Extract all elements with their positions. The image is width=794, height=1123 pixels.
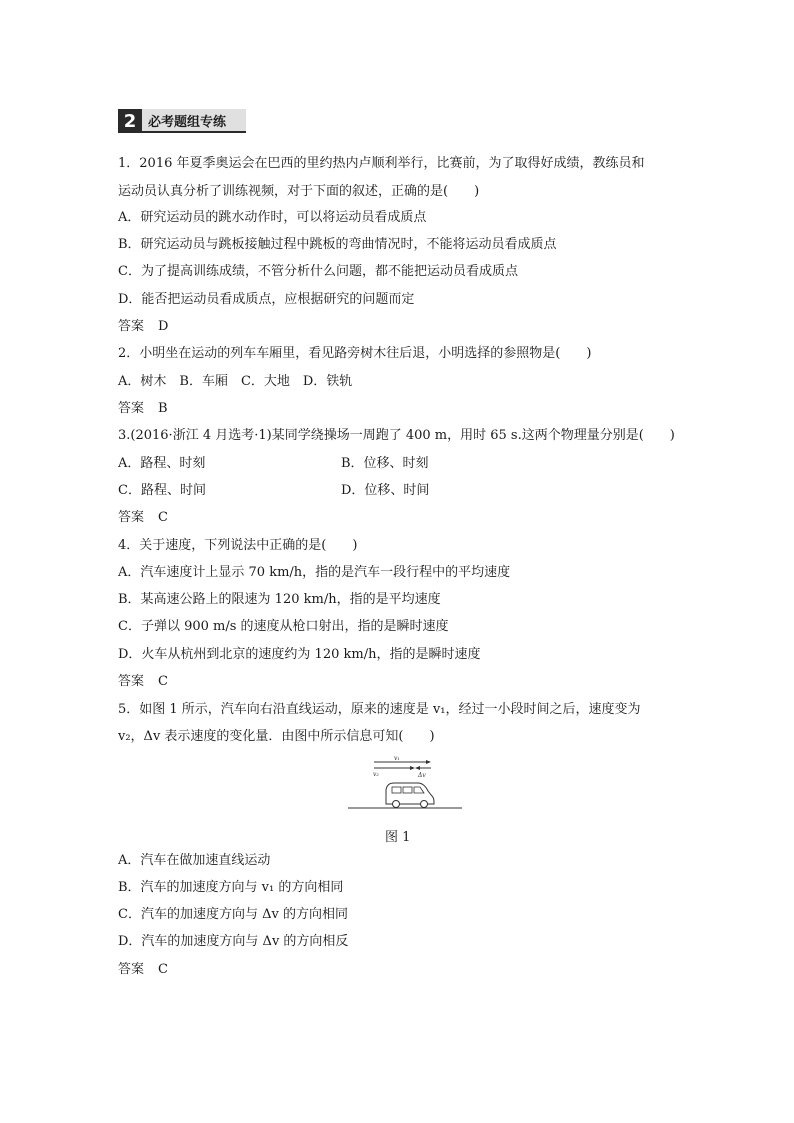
answer-value: C — [158, 674, 168, 689]
q1-stem-line2: 运动员认真分析了训练视频，对于下面的叙述，正确的是( ) — [118, 184, 480, 199]
answer-value: C — [158, 510, 168, 525]
q1-option-b: B．研究运动员与跳板接触过程中跳板的弯曲情况时，不能将运动员看成质点 — [118, 237, 557, 252]
q3-option-c: C．路程、时间 — [118, 483, 206, 498]
q4-option-d: D．火车从杭州到北京的速度约为 120 km/h，指的是瞬时速度 — [118, 647, 481, 662]
answer-label: 答案 — [118, 962, 145, 977]
car-velocity-figure — [340, 754, 470, 814]
q3-stem: 3.(2016·浙江 4 月选考·1)某同学绕操场一周跑了 400 m，用时 65 s.这两个物理量分别是( ) — [118, 428, 675, 443]
q5-option-d: D．汽车的加速度方向与 Δv 的方向相反 — [118, 934, 349, 949]
q1-stem-line1: 1．2016 年夏季奥运会在巴西的里约热内卢顺利举行，比赛前，为了取得好成绩，教练员和 — [118, 156, 645, 171]
q5-option-c: C．汽车的加速度方向与 Δv 的方向相同 — [118, 907, 348, 922]
figure-caption: 图 1 — [385, 830, 411, 845]
answer-value: B — [158, 401, 168, 416]
q4-option-b: B．某高速公路上的限速为 120 km/h，指的是平均速度 — [118, 592, 441, 607]
car-wheel-rear — [393, 801, 400, 808]
q5-stem-line2: v₂，Δv 表示速度的变化量．由图中所示信息可知( ) — [118, 729, 435, 744]
q4-option-c: C．子弹以 900 m/s 的速度从枪口射出，指的是瞬时速度 — [118, 619, 449, 634]
v2-label: v₂ — [373, 771, 379, 778]
v2-arrowhead — [410, 766, 415, 770]
v1-label: v₁ — [394, 755, 400, 762]
section-number: 2 — [118, 109, 142, 133]
answer-value: C — [158, 962, 168, 977]
q3-option-a: A．路程、时刻 — [118, 456, 206, 471]
car-body — [386, 783, 434, 804]
answer-label: 答案 — [118, 674, 145, 689]
q1-answer — [118, 319, 168, 335]
q3-option-b: B．位移、时刻 — [341, 456, 429, 471]
q5-answer — [118, 962, 168, 978]
car-wheel-front — [421, 801, 428, 808]
q5-stem-line1: 5．如图 1 所示，汽车向右沿直线运动，原来的速度是 v₁，经过一小段时间之后，速度变为 — [118, 702, 641, 717]
car-window-middle — [403, 787, 412, 793]
v1-arrowhead — [426, 760, 431, 764]
q1-option-a: A．研究运动员的跳水动作时，可以将运动员看成质点 — [118, 210, 427, 225]
dv-label: Δv — [418, 772, 426, 779]
answer-label: 答案 — [118, 319, 145, 334]
section-header — [118, 109, 246, 133]
q1-option-d: D．能否把运动员看成质点，应根据研究的问题而定 — [118, 292, 415, 307]
q2-options: A．树木 B．车厢 C．大地 D．铁轨 — [118, 374, 353, 389]
q1-option-c: C．为了提高训练成绩，不管分析什么问题，都不能把运动员看成质点 — [118, 264, 518, 279]
q3-answer — [118, 510, 168, 526]
q5-option-b: B．汽车的加速度方向与 v₁ 的方向相同 — [118, 880, 344, 895]
answer-value: D — [158, 319, 169, 334]
section-title: 必考题组专练 — [142, 109, 246, 133]
q4-stem: 4．关于速度，下列说法中正确的是( ) — [118, 538, 358, 553]
answer-label: 答案 — [118, 510, 145, 525]
car-window-rear — [392, 787, 401, 793]
dv-arrowhead — [415, 766, 420, 770]
q5-option-a: A．汽车在做加速直线运动 — [118, 853, 271, 868]
q4-answer — [118, 674, 168, 690]
q3-option-d: D．位移、时间 — [341, 483, 430, 498]
answer-label: 答案 — [118, 401, 145, 416]
q2-stem: 2．小明坐在运动的列车车厢里，看见路旁树木往后退，小明选择的参照物是( ) — [118, 346, 592, 361]
q2-answer — [118, 401, 168, 417]
q4-option-a: A．汽车速度计上显示 70 km/h，指的是汽车一段行程中的平均速度 — [118, 565, 511, 580]
